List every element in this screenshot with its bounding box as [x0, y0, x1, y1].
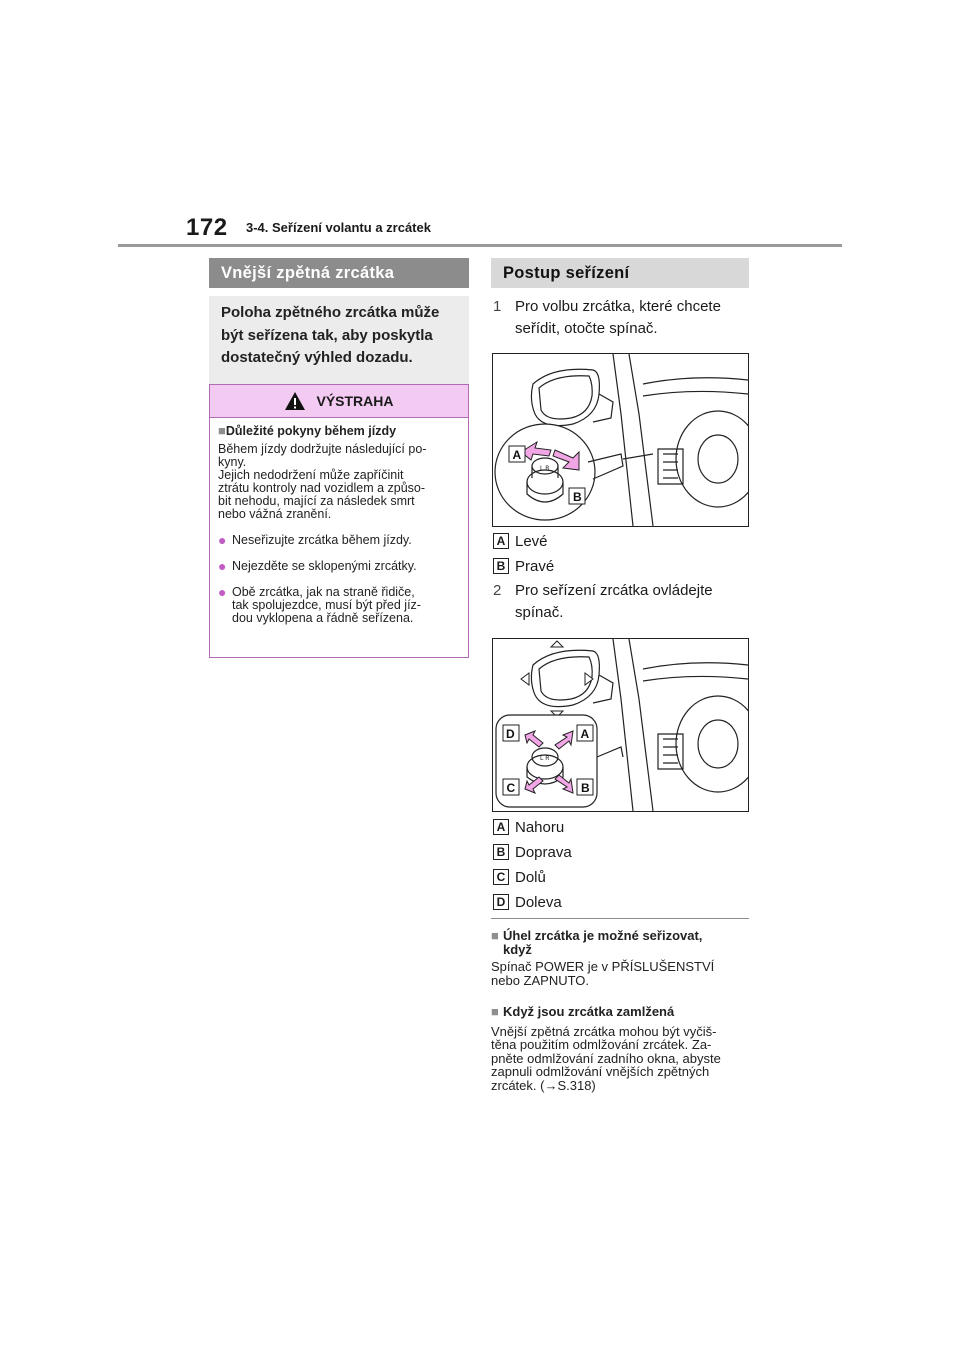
figure-mirror-adjust — [492, 638, 749, 812]
note-body: Spínač POWER je v PŘÍSLUŠENSTVÍ nebo ZAPNUTO. — [491, 959, 715, 988]
warning-bullet: ● Neseřizujte zrcátka během jízdy. — [218, 532, 412, 548]
note-fogged-mirrors — [491, 1005, 753, 1092]
intro-box: Poloha zpětného zrcátka může být seřízena tak, aby poskytla dostatečný výhled dozadu. — [209, 296, 469, 388]
right-section-title: Postup seřízení — [491, 258, 749, 288]
legend-2 — [493, 817, 572, 912]
svg-text:L R: L R — [540, 755, 550, 762]
fig2-label-a — [577, 725, 593, 741]
note-heading: ■ Úhel zrcátka je možné seřizovat, když — [491, 928, 703, 957]
legend-item: D Doleva — [493, 892, 572, 912]
square-bullet-icon: ■ — [491, 928, 499, 943]
warning-triangle-icon — [284, 391, 306, 411]
svg-text:B: B — [581, 781, 590, 795]
legend-item: B Pravé — [493, 556, 554, 576]
warning-text: Během jízdy dodržujte následující po- kyny. Jejich nedodržení může zapříčinit ztrátu kontroly nad vozidlem a způso- bit nehodu, mající za následek smrt nebo vážná zranění. — [218, 442, 427, 521]
legend-item: A Nahoru — [493, 817, 572, 837]
svg-text:A: A — [512, 448, 522, 462]
warning-bullet: ● Obě zrcátka, jak na straně řidiče, tak spolujezdce, musí být před jíz- dou vyklopena a řádně seřízena. — [218, 584, 421, 625]
bullet-dot-icon: ● — [218, 532, 227, 548]
warning-subhead: ■Důležité pokyny během jízdy — [218, 423, 397, 438]
warning-box — [209, 384, 469, 658]
step-2: 2 Pro seřízení zrcátka ovládejte spínač. — [493, 582, 713, 621]
note-body: Vnější zpětná zrcátka mohou být vyčiš- těna použitím odmlžování zrcátek. Za- pněte odmlžování zadního okna, abyste zapnuli odmlžování vnějších zpětných zrcátek. (→S.318) — [491, 1023, 721, 1093]
fig1-label-b — [569, 488, 585, 504]
legend-item: B Doprava — [493, 842, 572, 862]
fig2-label-b — [577, 779, 593, 795]
fig2-label-c — [503, 779, 519, 795]
legend-item: C Dolů — [493, 867, 572, 887]
square-bullet-icon: ■ — [218, 423, 226, 438]
note-heading: ■ Když jsou zrcátka zamlžená — [491, 1004, 675, 1019]
fig1-label-a — [509, 446, 525, 462]
fig2-label-d — [503, 725, 519, 741]
left-section-title: Vnější zpětná zrcátka — [209, 258, 469, 288]
notes-divider — [491, 918, 749, 919]
svg-text:C: C — [506, 781, 516, 795]
square-bullet-icon: ■ — [491, 1004, 499, 1019]
warning-bullet: ● Nejezděte se sklopenými zrcátky. — [218, 558, 417, 574]
warning-label: VÝSTRAHA — [316, 393, 394, 409]
mirror-adjust-illustration — [493, 639, 748, 811]
page-number: 172 — [186, 214, 228, 241]
legend-item: A Levé — [493, 531, 554, 551]
svg-text:D: D — [506, 727, 515, 741]
note-adjust-condition — [491, 929, 753, 987]
legend-1 — [493, 531, 554, 576]
svg-text:A: A — [580, 727, 590, 741]
bullet-dot-icon: ● — [218, 584, 227, 600]
warning-header — [210, 385, 468, 418]
svg-text:L R: L R — [540, 465, 550, 472]
section-title: 3-4. Seřízení volantu a zrcátek — [246, 220, 431, 235]
header-rule — [118, 244, 842, 247]
figure-mirror-select — [492, 353, 749, 527]
warning-body — [210, 418, 468, 625]
bullet-dot-icon: ● — [218, 558, 227, 574]
svg-text:B: B — [573, 490, 582, 504]
mirror-switch-illustration — [493, 354, 748, 526]
step-1: 1 Pro volbu zrcátka, které chcete seřídit, otočte spínač. — [493, 298, 721, 337]
